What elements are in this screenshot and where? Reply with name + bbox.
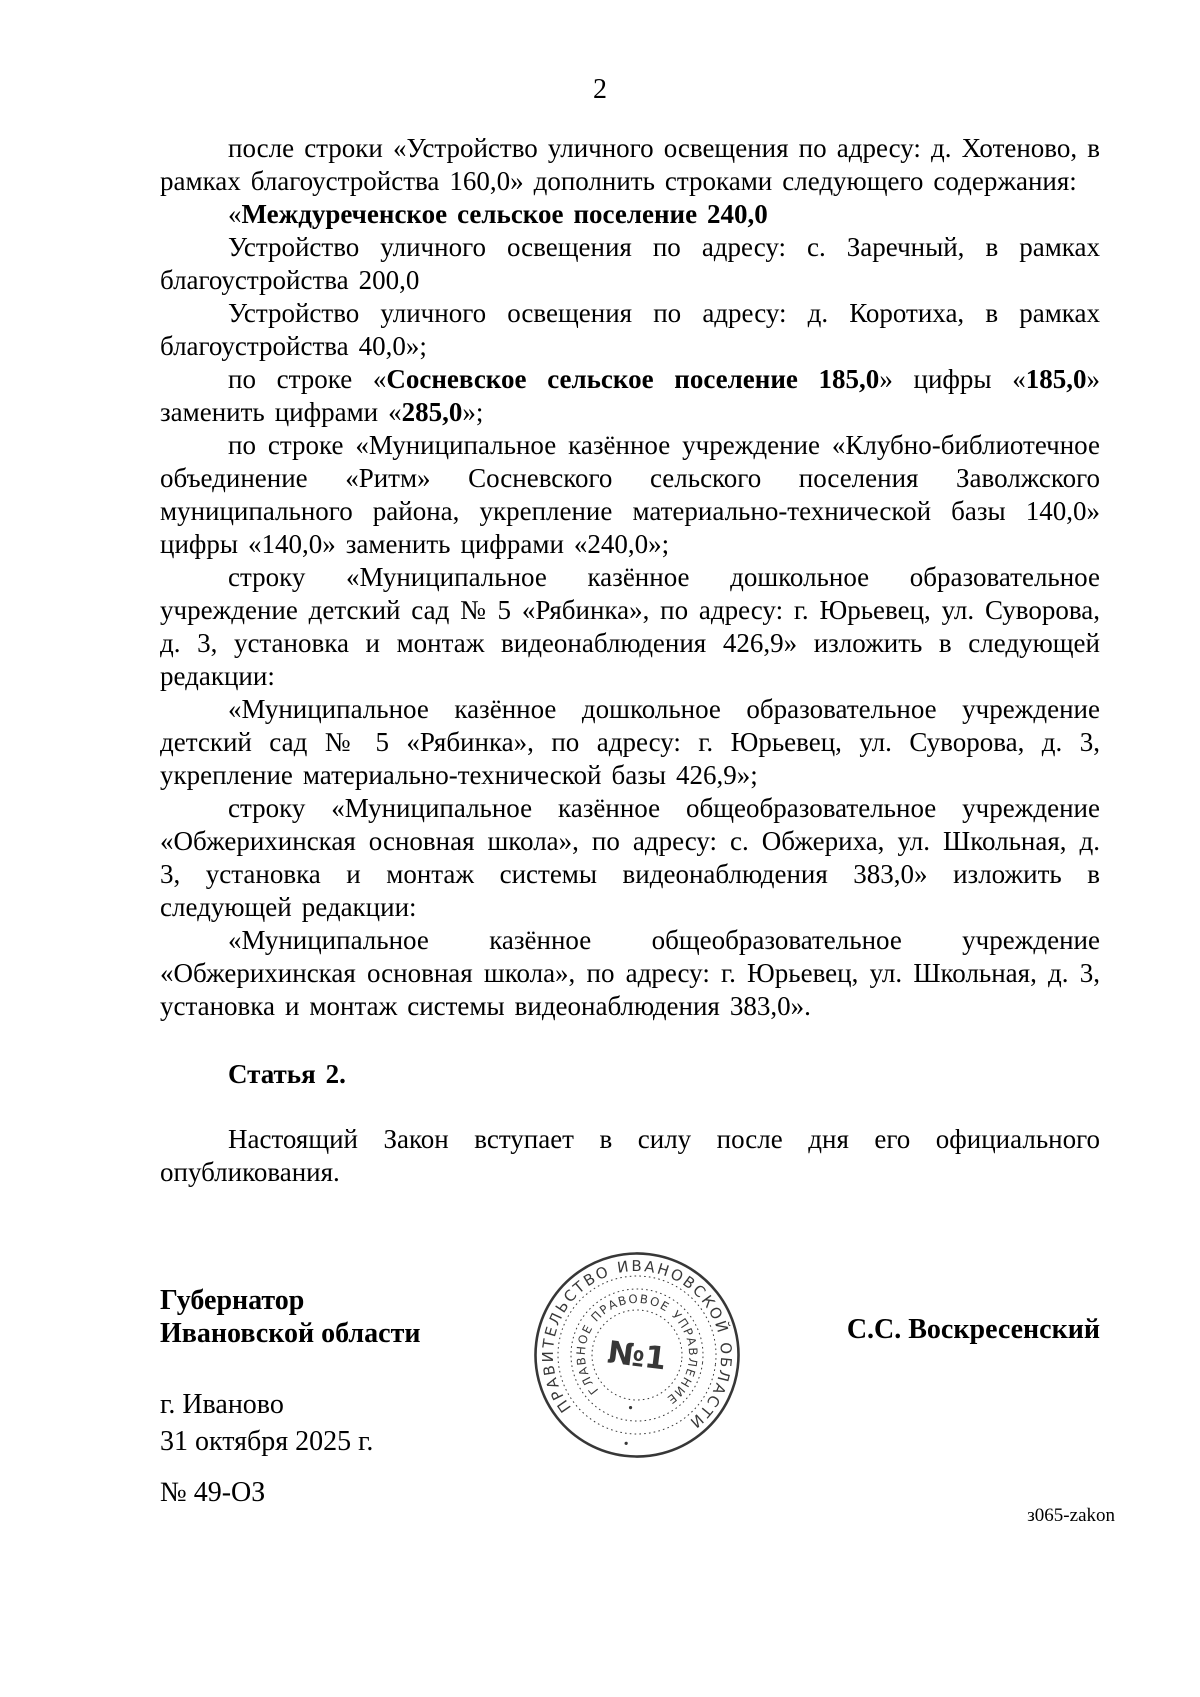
footer-file-code: з065-zakon bbox=[1027, 1505, 1115, 1526]
signature-position-line2: Ивановской области bbox=[160, 1318, 421, 1349]
stamp-number: №1 bbox=[605, 1334, 669, 1378]
official-stamp-icon bbox=[527, 1245, 747, 1465]
signer-name: С.С. Воскресенский bbox=[846, 1314, 1100, 1345]
signing-place: г. Иваново bbox=[160, 1389, 284, 1420]
paragraph: Устройство уличного освещения по адресу: д. Коротиха, в рамках благоустройства 40,0»; bbox=[160, 298, 1100, 361]
signature-position bbox=[160, 1284, 420, 1350]
place-date-block bbox=[160, 1386, 373, 1460]
stamp-inner-text: ГЛАВНОЕ ПРАВОВОЕ УПРАВЛЕНИЕ bbox=[573, 1291, 701, 1408]
paragraph: по строке «Муниципальное казённое учреждение «Клубно-библиотечное объединение «Ритм» Сосневского сельского поселения Заволжского муниципального района, укрепление материально-технической базы 140,0» цифры «140,0» заменить цифрами «240,0»; bbox=[160, 430, 1100, 559]
signing-date: 31 октября 2025 г. bbox=[160, 1426, 374, 1457]
document-number: № 49-ОЗ bbox=[160, 1477, 266, 1508]
document-body bbox=[160, 132, 1100, 1189]
stamp-outer-text: ПРАВИТЕЛЬСТВО ИВАНОВСКОЙ ОБЛАСТИ bbox=[538, 1256, 736, 1433]
paragraph: по строке «Сосневское сельское поселение 185,0» цифры «185,0» заменить цифрами «285,0»; bbox=[160, 364, 1100, 427]
stamp-separator-dot bbox=[629, 1406, 633, 1410]
signature-position-line1: Губернатор bbox=[160, 1285, 305, 1316]
closing-paragraph: Настоящий Закон вступает в силу после дня его официального опубликования. bbox=[160, 1124, 1100, 1187]
paragraph: «Муниципальное казённое общеобразовательное учреждение «Обжерихинская основная школа», по адресу: г. Юрьевец, ул. Школьная, д. 3, установка и монтаж системы видеонаблюдения 383,0». bbox=[160, 925, 1100, 1021]
stamp-separator-dot bbox=[624, 1442, 628, 1446]
paragraph: после строки «Устройство уличного освещения по адресу: д. Хотеново, в рамках благоустройства 160,0» дополнить строками следующего содержания: bbox=[160, 133, 1100, 196]
paragraph: строку «Муниципальное казённое общеобразовательное учреждение «Обжерихинская основная школа», по адресу: с. Обжериха, ул. Школьная, д. 3, установка и монтаж системы видеонаблюдения 383,0» изложить в следующей редакции: bbox=[160, 793, 1100, 922]
paragraph: «Междуреченское сельское поселение 240,0 bbox=[228, 199, 768, 229]
paragraph: строку «Муниципальное казённое дошкольное образовательное учреждение детский сад № 5 «Рябинка», по адресу: г. Юрьевец, ул. Суворова, д. 3, установка и монтаж видеонаблюдения 426,9» изложить в следующей редакции: bbox=[160, 562, 1100, 691]
page-number: 2 bbox=[593, 74, 607, 105]
paragraph: Устройство уличного освещения по адресу: с. Заречный, в рамках благоустройства 200,0 bbox=[160, 232, 1100, 295]
article-heading: Статья 2. bbox=[228, 1059, 346, 1089]
paragraph: «Муниципальное казённое дошкольное образовательное учреждение детский сад № 5 «Рябинка», по адресу: г. Юрьевец, ул. Суворова, д. 3, укрепление материально-технической базы 426,9»; bbox=[160, 694, 1100, 790]
